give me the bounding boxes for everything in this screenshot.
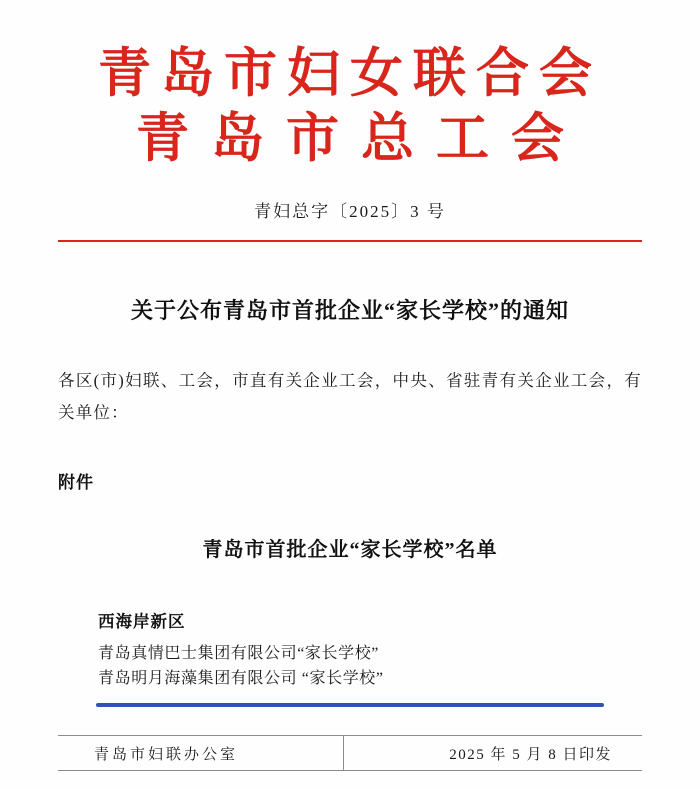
- footer-office: 青岛市妇联办公室: [94, 746, 239, 763]
- list-title: 青岛市首批企业“家长学校”名单: [202, 538, 498, 561]
- list-item: 青岛真情巴士集团有限公司“家长学校”: [98, 644, 380, 662]
- red-divider-rule: [58, 240, 642, 242]
- masthead-line-2: 青岛市总工会: [136, 109, 586, 168]
- list-item: 青岛明月海藻集团有限公司 “家长学校”: [98, 669, 384, 687]
- footer-date: 2025 年 5 月 8 日印发: [449, 746, 612, 763]
- district-heading: 西海岸新区: [98, 611, 186, 631]
- footer-row: [58, 736, 642, 770]
- footer-separator: [343, 736, 344, 770]
- blue-highlight-underline: [96, 703, 604, 707]
- attachment-label: 附件: [58, 472, 94, 492]
- document-footer: [58, 735, 642, 771]
- footer-bottom-rule: [58, 770, 642, 771]
- addressee-paragraph: 各区(市)妇联、工会，市直有关企业工会，中央、省驻青有关企业工会，有关单位：: [58, 371, 642, 423]
- page-title: 关于公布青岛市首批企业“家长学校”的通知: [130, 298, 569, 324]
- masthead: [58, 0, 642, 171]
- masthead-line-1: 青岛市妇女联合会: [98, 45, 602, 103]
- document-number: 青妇总字〔2025〕3 号: [254, 202, 446, 222]
